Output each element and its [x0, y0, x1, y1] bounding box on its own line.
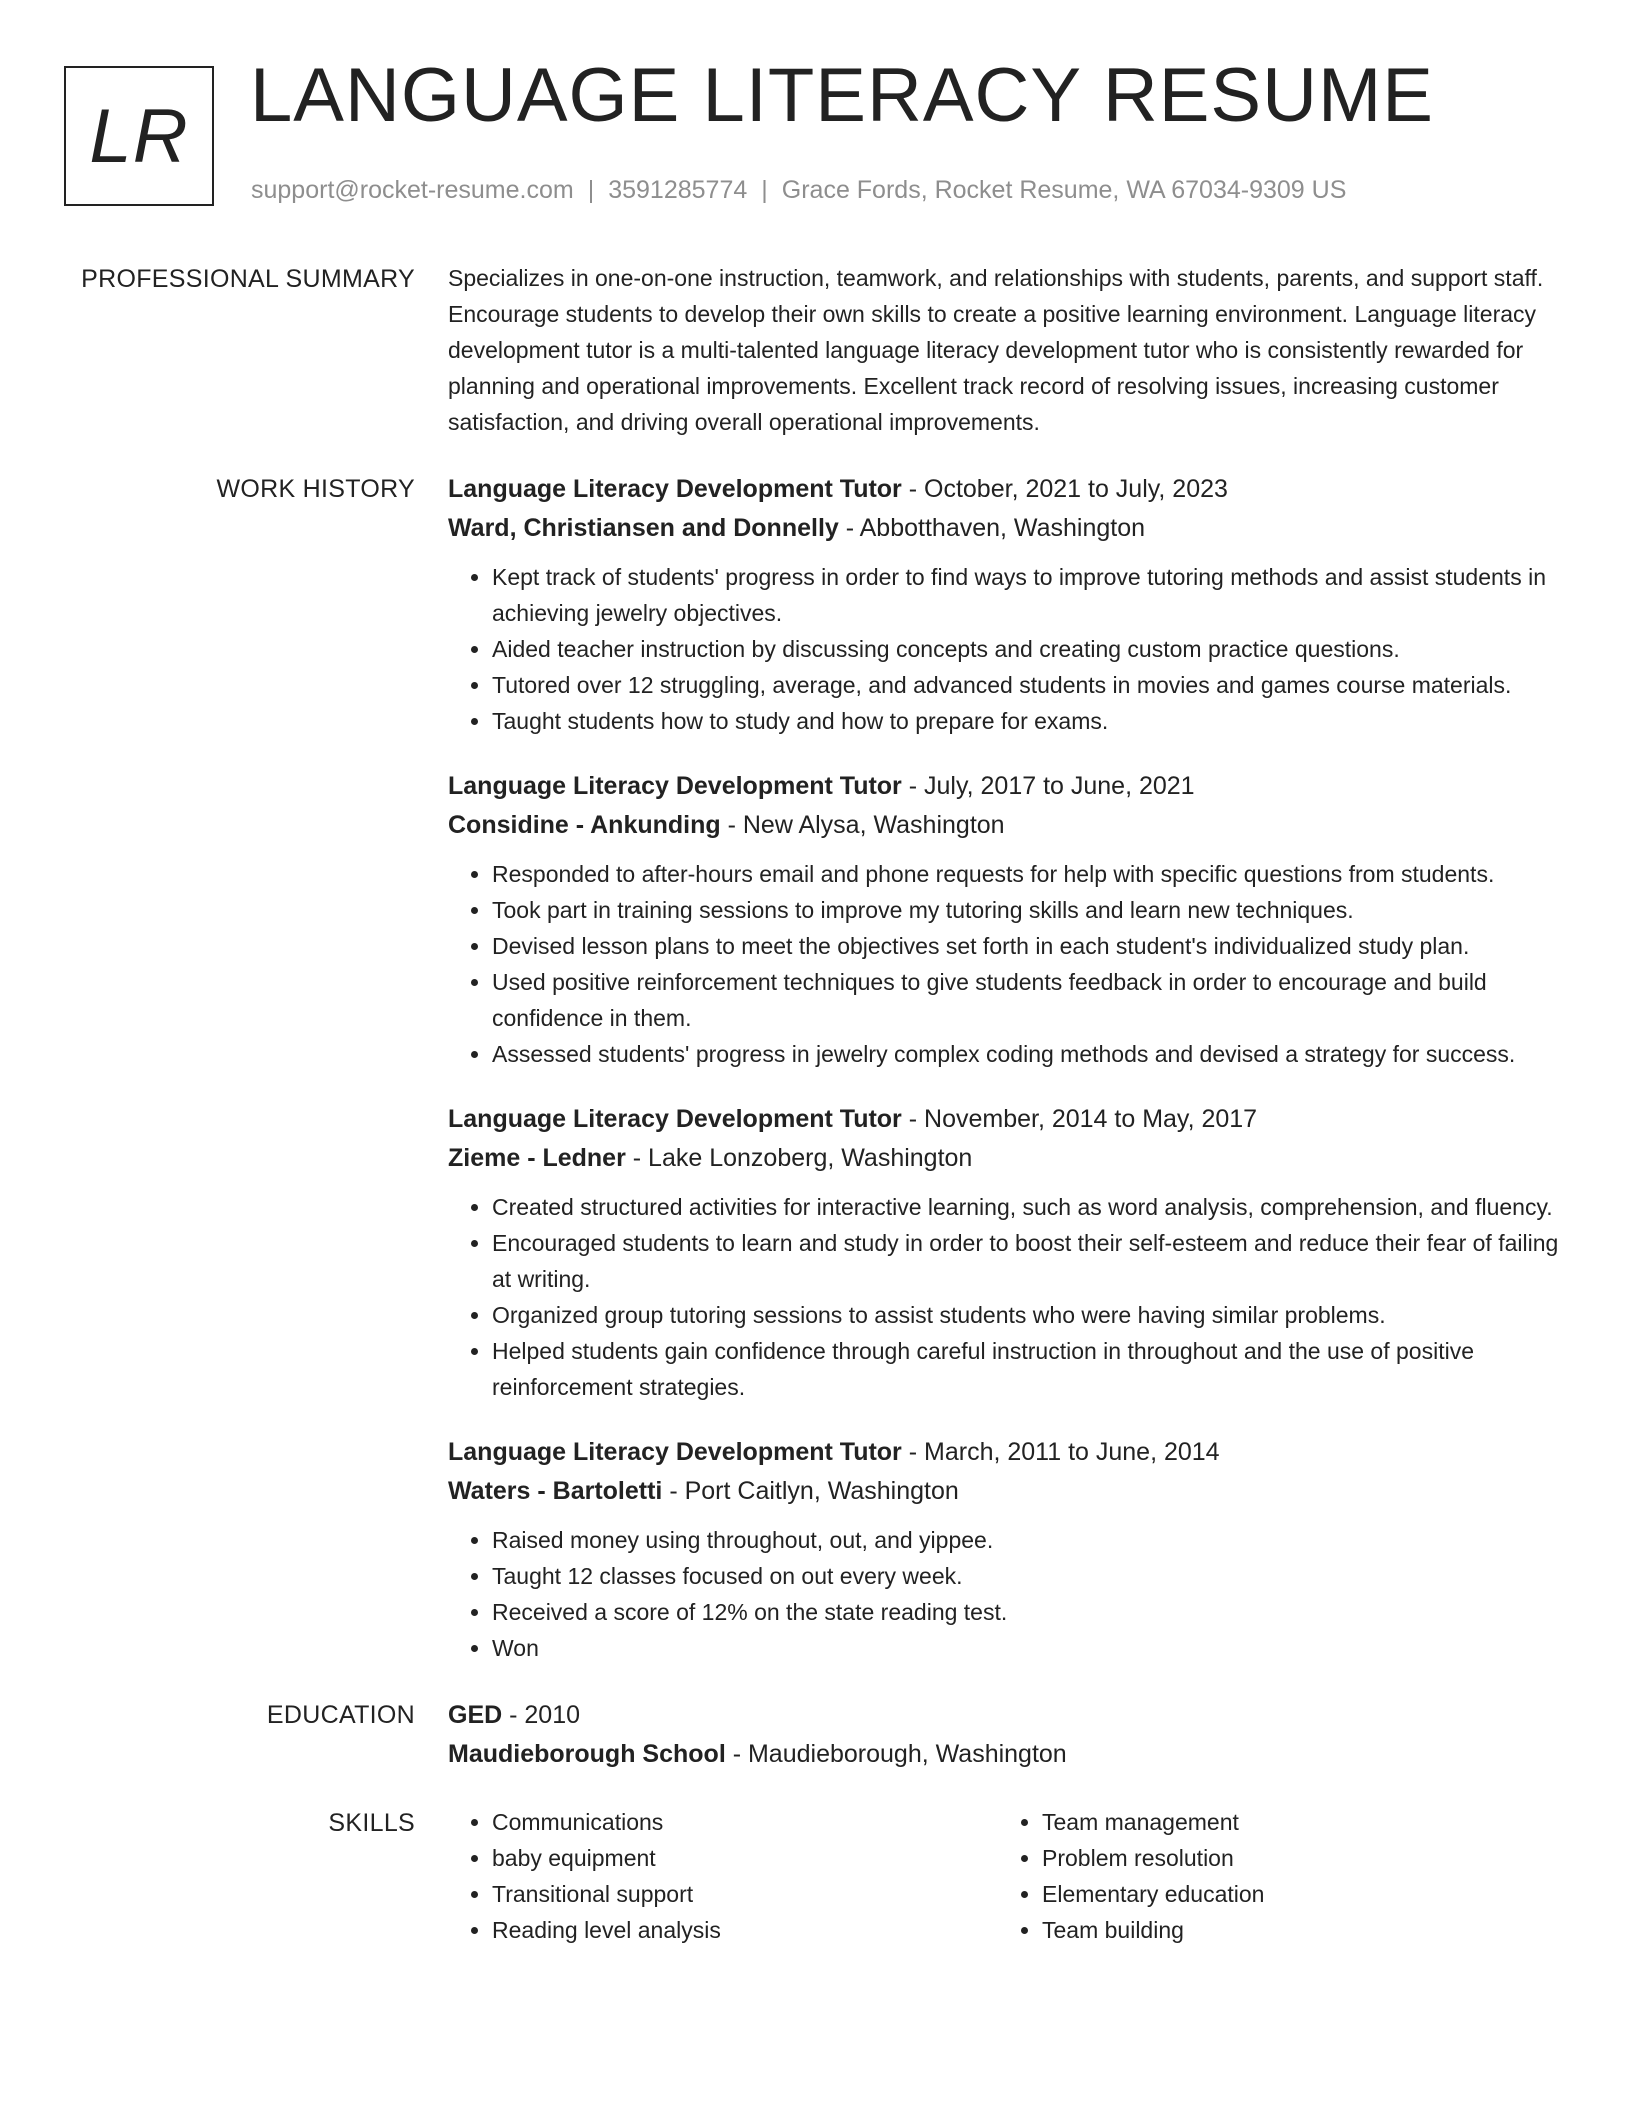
skills-section: [0, 1804, 1632, 1948]
job-title: Language Literacy Development Tutor: [448, 772, 902, 800]
job-company-line: [448, 806, 1563, 845]
job-entry: [448, 470, 1563, 739]
skill-item: • Team management: [1042, 1804, 1548, 1840]
education-section: [0, 1696, 1632, 1774]
skill-item: • Elementary education: [1042, 1876, 1548, 1912]
skill-item: • Communications: [492, 1804, 998, 1840]
job-bullets: [448, 559, 1563, 739]
skills-list: [998, 1804, 1548, 1948]
job-company-line: [448, 1139, 1563, 1178]
job-bullet: • Received a score of 12% on the state reading test.: [492, 1594, 1563, 1630]
job-entry: [448, 767, 1563, 1072]
work-history-section: [0, 470, 1632, 1666]
job-dates: - November, 2014 to May, 2017: [901, 1105, 1258, 1133]
job-bullet: • Kept track of students' progress in order to find ways to improve tutoring methods and assist students in achieving jewelry objectives.: [492, 559, 1563, 631]
job-company: Ward, Christiansen and Donnelly: [448, 514, 839, 542]
resume-content: [0, 260, 1632, 1978]
education-body: [448, 1696, 1563, 1774]
job-bullet: • Responded to after-hours email and phone requests for help with specific questions from students.: [492, 856, 1563, 892]
contact-separator: |: [587, 176, 595, 204]
job-bullet: • Created structured activities for interactive learning, such as word analysis, comprehension, and fluency.: [492, 1189, 1563, 1225]
work-history-body: [448, 470, 1563, 1666]
job-company: Zieme - Ledner: [448, 1144, 626, 1172]
job-bullet: • Taught students how to study and how to prepare for exams.: [492, 703, 1563, 739]
section-label-work: WORK HISTORY: [216, 475, 415, 503]
job-bullets: [448, 856, 1563, 1072]
job-title-line: [448, 767, 1563, 806]
education-school-line: [448, 1735, 1563, 1774]
job-bullet: • Took part in training sessions to improve my tutoring skills and learn new techniques.: [492, 892, 1563, 928]
job-bullet: • Won: [492, 1630, 1563, 1666]
job-entry: [448, 1100, 1563, 1405]
contact-email[interactable]: support@rocket-resume.com: [251, 176, 574, 204]
education-degree: GED: [448, 1701, 503, 1729]
job-entry: [448, 1433, 1563, 1666]
education-degree-line: [448, 1696, 1563, 1735]
skills-body: [448, 1804, 1563, 1948]
job-company-line: [448, 1472, 1563, 1511]
job-bullet: • Tutored over 12 struggling, average, and advanced students in movies and games course materials.: [492, 667, 1563, 703]
job-bullet: • Used positive reinforcement techniques to give students feedback in order to encourage and build confidence in them.: [492, 964, 1563, 1036]
monogram-logo: LR: [64, 66, 214, 206]
skill-item: • Team building: [1042, 1912, 1548, 1948]
job-bullet: • Raised money using throughout, out, and yippee.: [492, 1522, 1563, 1558]
job-company: Considine - Ankunding: [448, 811, 721, 839]
job-dates: - October, 2021 to July, 2023: [901, 475, 1228, 503]
skill-item: • Problem resolution: [1042, 1840, 1548, 1876]
job-title-line: [448, 470, 1563, 509]
summary-text: Specializes in one-on-one instruction, teamwork, and relationships with students, parents, and support staff. Encourage students to develop their own skills to create a positive learning environment. Language literacy development tutor is a multi-talented language literacy development tutor who is consistently rewarded for planning and operational improvements. Excellent track record of resolving issues, increasing customer satisfaction, and driving overall operational improvements.: [448, 265, 1544, 435]
contact-phone[interactable]: 3591285774: [608, 176, 748, 204]
skill-item: • baby equipment: [492, 1840, 998, 1876]
skills-column-right: [998, 1804, 1548, 1948]
job-location: - New Alysa, Washington: [720, 811, 1005, 839]
job-title-line: [448, 1100, 1563, 1139]
skills-list: [448, 1804, 998, 1948]
job-bullet: • Organized group tutoring sessions to assist students who were having similar problems.: [492, 1297, 1563, 1333]
job-dates: - July, 2017 to June, 2021: [901, 772, 1195, 800]
summary-section: [0, 260, 1632, 440]
job-bullets: [448, 1522, 1563, 1666]
education-year: - 2010: [502, 1701, 581, 1729]
job-location: - Port Caitlyn, Washington: [662, 1477, 959, 1505]
section-label-summary: PROFESSIONAL SUMMARY: [81, 265, 415, 293]
skill-item: • Reading level analysis: [492, 1912, 998, 1948]
job-bullet: • Devised lesson plans to meet the objectives set forth in each student's individualized study plan.: [492, 928, 1563, 964]
job-bullet: • Taught 12 classes focused on out every week.: [492, 1558, 1563, 1594]
job-bullets: [448, 1189, 1563, 1405]
section-label-skills: SKILLS: [328, 1809, 415, 1837]
job-bullet: • Assessed students' progress in jewelry complex coding methods and devised a strategy for success.: [492, 1036, 1563, 1072]
summary-body: [448, 260, 1563, 440]
job-location: - Lake Lonzoberg, Washington: [625, 1144, 973, 1172]
job-title-line: [448, 1433, 1563, 1472]
page-title: LANGUAGE LITERACY RESUME: [250, 53, 1435, 138]
contact-line: [251, 176, 1346, 205]
skill-item: • Transitional support: [492, 1876, 998, 1912]
job-dates: - March, 2011 to June, 2014: [901, 1438, 1220, 1466]
education-school: Maudieborough School: [448, 1740, 726, 1768]
job-bullet: • Helped students gain confidence through careful instruction in throughout and the use of positive reinforcement strategies.: [492, 1333, 1563, 1405]
skills-columns: [448, 1804, 1563, 1948]
section-label-education: EDUCATION: [266, 1701, 415, 1729]
job-company-line: [448, 509, 1563, 548]
job-location: - Abbotthaven, Washington: [838, 514, 1146, 542]
education-location: - Maudieborough, Washington: [725, 1740, 1067, 1768]
skills-column-left: [448, 1804, 998, 1948]
job-company: Waters - Bartoletti: [448, 1477, 663, 1505]
job-title: Language Literacy Development Tutor: [448, 475, 902, 503]
job-title: Language Literacy Development Tutor: [448, 1438, 902, 1466]
job-bullet: • Aided teacher instruction by discussing concepts and creating custom practice questions.: [492, 631, 1563, 667]
job-title: Language Literacy Development Tutor: [448, 1105, 902, 1133]
job-bullet: • Encouraged students to learn and study in order to boost their self-esteem and reduce their fear of failing at writing.: [492, 1225, 1563, 1297]
contact-address: Grace Fords, Rocket Resume, WA 67034-9309 US: [781, 176, 1347, 204]
contact-separator: |: [761, 176, 768, 204]
